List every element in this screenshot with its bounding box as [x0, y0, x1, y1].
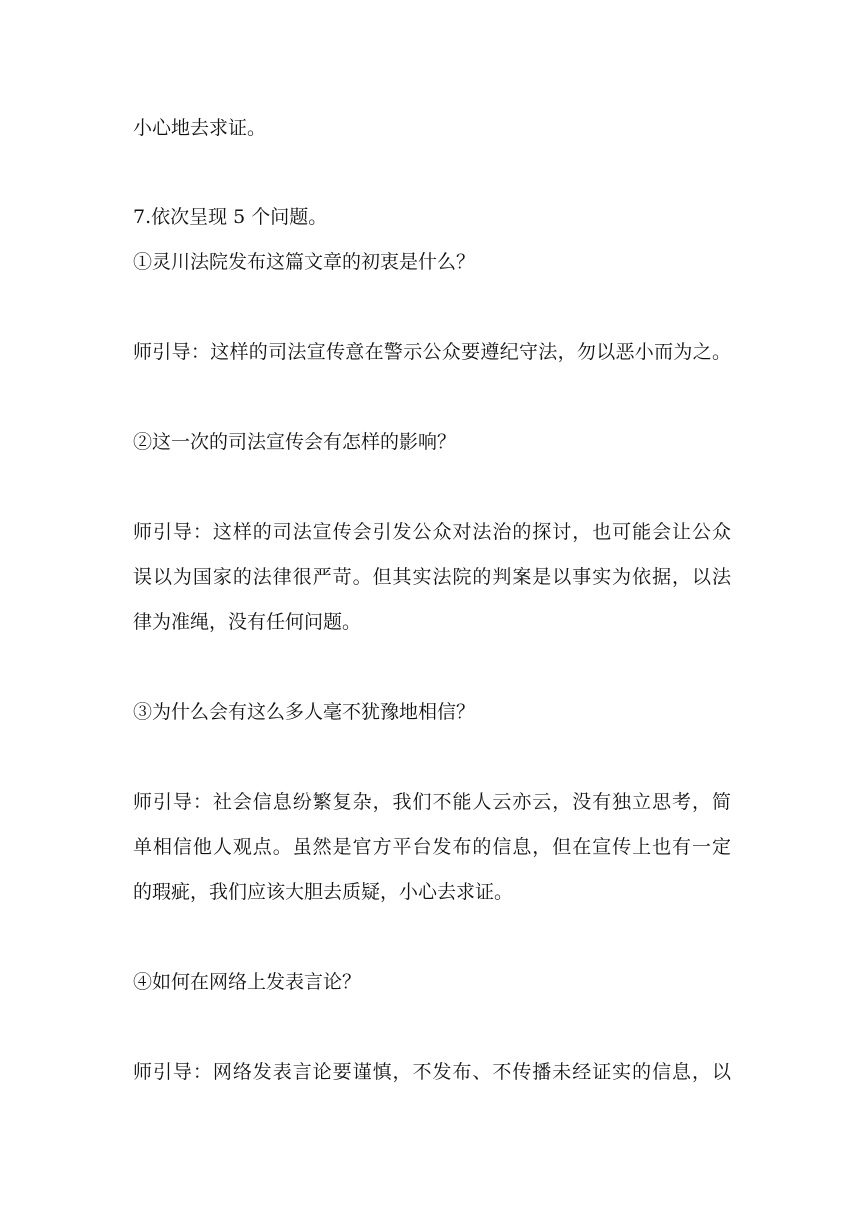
teacher-guidance-3-line-3: 的瑕疵，我们应该大胆去质疑，小心去求证。 [133, 881, 514, 903]
teacher-guidance-2-line-3: 律为准绳，没有任何问题。 [133, 611, 362, 633]
question-2: ②这一次的司法宣传会有怎样的影响？ [133, 431, 457, 453]
question-1: ①灵川法院发布这篇文章的初衷是什么？ [133, 251, 476, 273]
paragraph-line: 小心地去求证。 [133, 117, 267, 139]
teacher-guidance-2-line-1: 师引导：这样的司法宣传会引发公众对法治的探讨，也可能会让公众 [133, 521, 731, 543]
teacher-guidance-1: 师引导：这样的司法宣传意在警示公众要遵纪守法，勿以恶小而为之。 [133, 341, 731, 363]
teacher-guidance-3-line-2: 单相信他人观点。虽然是官方平台发布的信息，但在宣传上也有一定 [133, 836, 731, 858]
question-4: ④如何在网络上发表言论？ [133, 971, 362, 993]
teacher-guidance-3-line-1: 师引导：社会信息纷繁复杂，我们不能人云亦云，没有独立思考，简 [133, 791, 731, 813]
teacher-guidance-2-line-2: 误以为国家的法律很严苛。但其实法院的判案是以事实为依据，以法 [133, 566, 731, 588]
section-heading: 7.依次呈现 5 个问题。 [133, 206, 328, 228]
teacher-guidance-4-line-1: 师引导：网络发表言论要谨慎，不发布、不传播未经证实的信息，以 [133, 1061, 731, 1083]
question-3: ③为什么会有这么多人毫不犹豫地相信？ [133, 701, 476, 723]
